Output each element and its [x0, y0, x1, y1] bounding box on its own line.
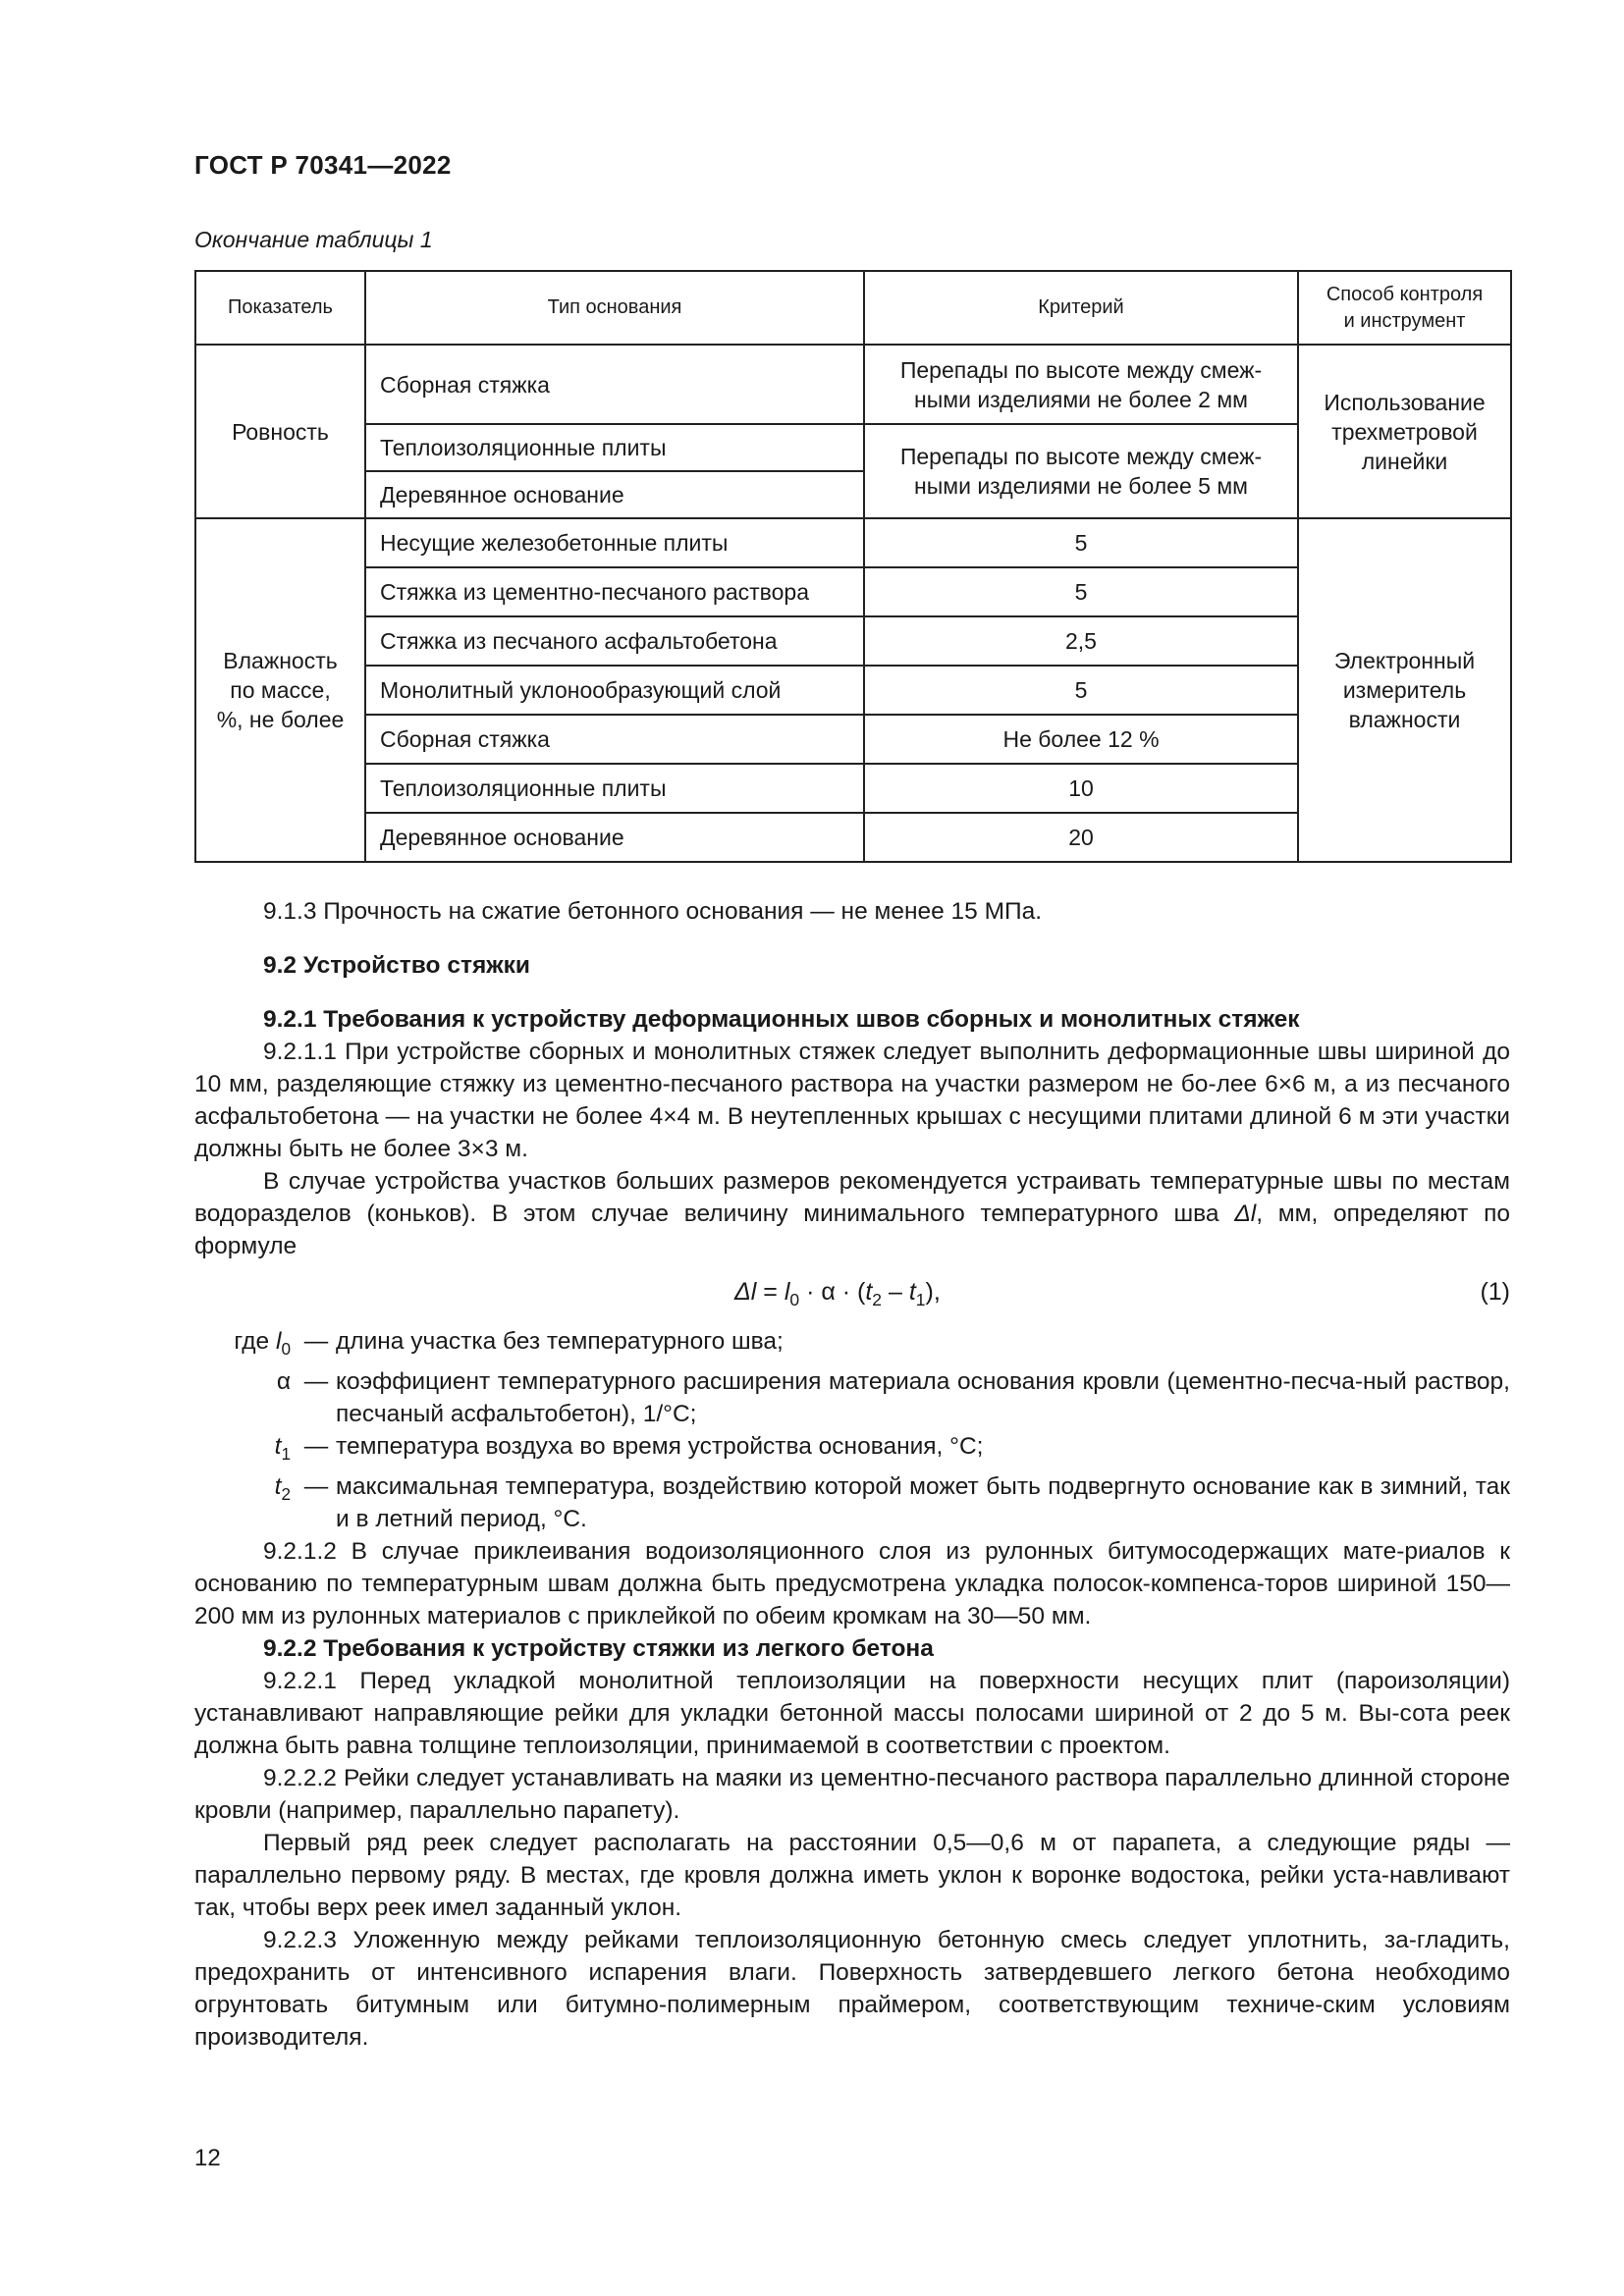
- heading-9-2-2: 9.2.2 Требования к устройству стяжки из легкого бетона: [263, 1635, 934, 1662]
- symbol: t: [274, 1473, 282, 1500]
- heading-9-2: 9.2 Устройство стяжки: [263, 952, 530, 979]
- requirements-table: [194, 270, 1512, 863]
- criterion-cell: [864, 424, 1298, 518]
- legend-row: [194, 1470, 1510, 1535]
- legend-symbol: [194, 1325, 297, 1365]
- formula-1: [194, 1276, 1510, 1317]
- paragraph-9-2-2-1: 9.2.2.1 Перед укладкой монолитной теплоизоляции на поверхности несущих плит (пароизоляции) устанавливают направляющие рейки для укладки бетонной массы полосами шириной от 2 до 5 м. Вы-сота реек должна быть равна толщине теплоизоляции, принимаемой в соответствии с проектом.: [194, 1668, 1510, 1759]
- legend-symbol: [194, 1430, 297, 1470]
- control-cell-evenness: [1298, 345, 1511, 518]
- legend-row: [194, 1365, 1510, 1430]
- formula-part: · α · (: [799, 1278, 866, 1306]
- base-type-cell: Несущие железобетонные плиты: [365, 518, 864, 567]
- table-row: [195, 518, 1511, 567]
- formula-part: 2: [872, 1290, 883, 1309]
- symbol: l: [276, 1328, 282, 1355]
- legend-dash: —: [303, 1433, 329, 1460]
- indicator-line: по массе,: [230, 677, 331, 703]
- formula-part: =: [756, 1278, 785, 1306]
- value-cell: 5: [864, 518, 1298, 567]
- control-line: линейки: [1361, 448, 1448, 474]
- base-type-cell: Теплоизоляционные плиты: [365, 424, 864, 471]
- paragraph-9-2-2-3: 9.2.2.3 Уложенную между рейками теплоизоляционную бетонную смесь следует уплотнить, за-гладить, предохранить от интенсивного испарения влаги. Поверхность затвердевшего легкого бетона необходимо огрунтовать битумным или битумно-полимерным праймером, соответствующим техниче-ским условиям производителя.: [194, 1927, 1510, 2051]
- control-line: Использование: [1324, 389, 1486, 415]
- header-line: Способ контроля: [1326, 283, 1484, 305]
- base-type-cell: Стяжка из цементно-песчаного раствора: [365, 567, 864, 616]
- legend-dash: —: [303, 1473, 329, 1500]
- formula-part: l: [784, 1278, 790, 1306]
- symbol-sub: 0: [281, 1339, 291, 1359]
- value-cell: Не более 12 %: [864, 715, 1298, 764]
- document-code: ГОСТ Р 70341—2022: [194, 150, 452, 180]
- table-row: [195, 345, 1511, 424]
- formula-part: 1: [915, 1290, 926, 1309]
- symbol-sub: 2: [281, 1484, 291, 1504]
- paragraph-large-areas: [194, 1165, 1510, 1262]
- paragraph-first-row: Первый ряд реек следует располагать на расстоянии 0,5—0,6 м от парапета, а следующие ряды — параллельно первому ряду. В местах, где кровля должна иметь уклон к воронке водостока, рейки уста-навливают так, чтобы верх реек имел заданный уклон.: [194, 1830, 1510, 1921]
- value-cell: 10: [864, 764, 1298, 813]
- control-cell-moisture: [1298, 518, 1511, 862]
- value-cell: 5: [864, 666, 1298, 715]
- control-line: измеритель: [1342, 677, 1467, 703]
- indicator-cell-evenness: Ровность: [195, 345, 365, 518]
- formula-part: –: [882, 1278, 909, 1306]
- value-cell: 5: [864, 567, 1298, 616]
- base-type-cell: Сборная стяжка: [365, 345, 864, 424]
- formula-part: Δl: [734, 1278, 757, 1306]
- formula-legend: [194, 1325, 1510, 1535]
- legend-row: [194, 1430, 1510, 1470]
- formula-part: ),: [925, 1278, 941, 1306]
- heading-9-2-1: 9.2.1 Требования к устройству деформационных швов сборных и монолитных стяжек: [263, 1006, 1300, 1033]
- formula-expression: [734, 1276, 941, 1316]
- legend-dash: —: [303, 1368, 329, 1395]
- formula-part: 0: [789, 1290, 800, 1309]
- base-type-cell: Монолитный уклонообразующий слой: [365, 666, 864, 715]
- column-header: [1298, 271, 1511, 345]
- base-type-cell: Стяжка из песчаного асфальтобетона: [365, 616, 864, 666]
- criterion-line: Перепады по высоте между смеж-: [899, 356, 1263, 383]
- formula-number: (1): [1480, 1278, 1510, 1306]
- control-line: влажности: [1348, 707, 1461, 732]
- legend-text: температура воздуха во время устройства основания, °С;: [336, 1433, 984, 1460]
- value-cell: 2,5: [864, 616, 1298, 666]
- symbol: t: [274, 1433, 282, 1460]
- criterion-line: ными изделиями не более 5 мм: [914, 473, 1248, 499]
- control-line: трехметровой: [1331, 418, 1478, 445]
- base-type-cell: Теплоизоляционные плиты: [365, 764, 864, 813]
- paragraph-9-2-1-2: 9.2.1.2 В случае приклеивания водоизоляционного слоя из рулонных битумосодержащих мате-риалов к основанию по температурным швам должна быть предусмотрена укладка полосок-компенса-торов шириной 150—200 мм из рулонных материалов с приклейкой по обеим кромкам на 30—50 мм.: [194, 1538, 1510, 1629]
- legend-symbol: [194, 1470, 297, 1511]
- base-type-cell: Деревянное основание: [365, 471, 864, 518]
- column-header: Критерий: [864, 271, 1298, 345]
- paragraph-9-2-2-2: 9.2.2.2 Рейки следует устанавливать на маяки из цементно-песчаного раствора параллельно длинной стороне кровли (например, параллельно парапету).: [194, 1765, 1510, 1824]
- column-header: Тип основания: [365, 271, 864, 345]
- criterion-cell: [864, 345, 1298, 424]
- symbol-sub: 1: [281, 1444, 291, 1464]
- paragraph-9-2-1-1: 9.2.1.1 При устройстве сборных и монолитных стяжек следует выполнить деформационные швы шириной до 10 мм, разделяющие стяжку из цементно-песчаного раствора на участки размером не бо-лее 6×6 м, а из песчаного асфальтобетона — на участки не более 4×4 м. В неутепленных крышах с несущими плитами длиной 6 м эти участки должны быть не более 3×3 м.: [194, 1039, 1510, 1162]
- base-type-cell: Сборная стяжка: [365, 715, 864, 764]
- header-line: и инструмент: [1343, 309, 1466, 332]
- legend-text: максимальная температура, воздействию которой может быть подвергнуто основание как в зимний, так и в летний период, °С.: [336, 1473, 1510, 1532]
- value-cell: 20: [864, 813, 1298, 862]
- delta-l-symbol: Δl: [1234, 1201, 1257, 1227]
- table-header-row: [195, 271, 1511, 345]
- text-span: В случае устройства участков больших размеров рекомендуется устраивать температурные швы по местам водоразделов (коньков). В этом случае величину минимального температурного шва: [194, 1168, 1510, 1227]
- legend-row: [194, 1325, 1510, 1365]
- formula-part: t: [908, 1278, 916, 1306]
- legend-text: длина участка без температурного шва;: [336, 1328, 784, 1355]
- indicator-line: Влажность: [223, 648, 338, 673]
- paragraph-9-1-3: 9.1.3 Прочность на сжатие бетонного основания — не менее 15 МПа.: [263, 898, 1043, 925]
- body-text: [194, 895, 1510, 2054]
- indicator-line: %, не более: [216, 707, 345, 732]
- formula-part: t: [865, 1278, 873, 1306]
- legend-symbol: α: [276, 1368, 291, 1395]
- indicator-cell-moisture: [195, 518, 365, 862]
- legend-text: коэффициент температурного расширения материала основания кровли (цементно-песча-ный раствор, песчаный асфальтобетон), 1/°С;: [336, 1368, 1510, 1427]
- where-label: где: [234, 1328, 270, 1355]
- base-type-cell: Деревянное основание: [365, 813, 864, 862]
- legend-dash: —: [303, 1328, 329, 1355]
- control-line: Электронный: [1333, 648, 1476, 673]
- text-span: , мм, определяют по формуле: [194, 1201, 1511, 1259]
- page-number: 12: [194, 2145, 221, 2171]
- criterion-line: Перепады по высоте между смеж-: [899, 444, 1263, 469]
- table-caption: Окончание таблицы 1: [194, 227, 433, 252]
- criterion-line: ными изделиями не более 2 мм: [914, 386, 1248, 412]
- column-header: Показатель: [195, 271, 365, 345]
